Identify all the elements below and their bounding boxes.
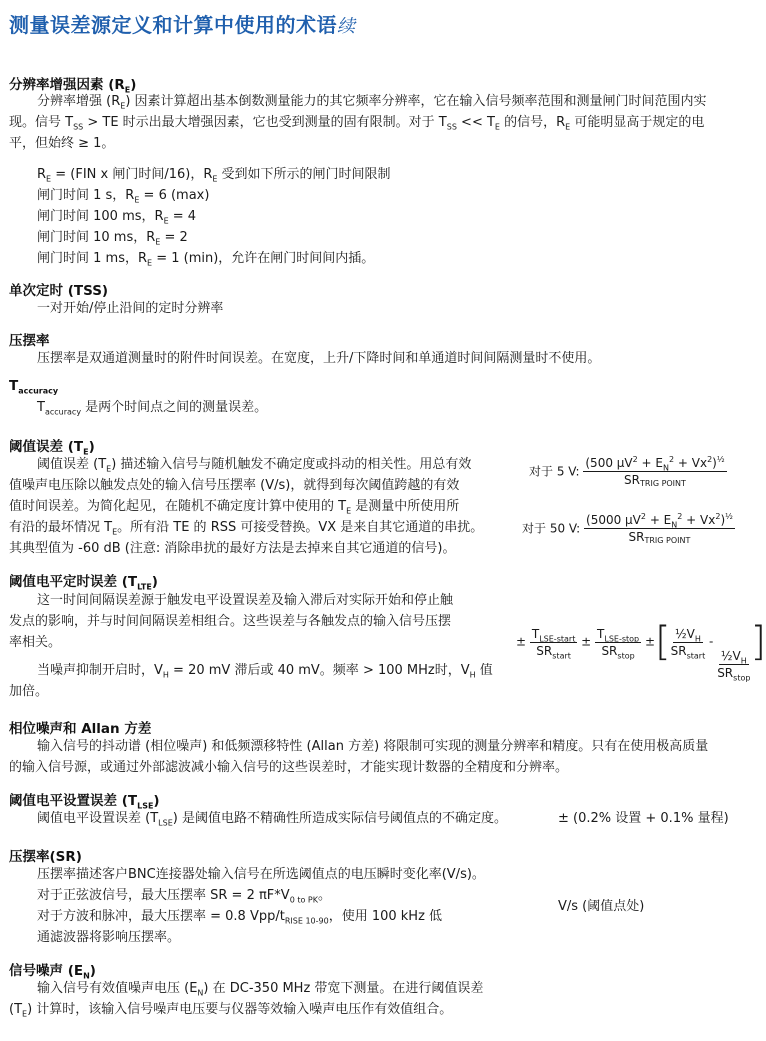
- section-heading-taccuracy: $T_{accuracy}$: [9, 378, 59, 396]
- sr-line-1: 压摆率描述客户BNC连接器处输入信号在所选阈值点的电压瞬时变化率(V/s)。: [37, 867, 485, 882]
- tss-description: 一对开始/停止沿间的定时分辨率: [37, 301, 224, 316]
- te-line-2: 值噪声电压除以触发点处的输入信号压摆率 (V/s)，就得到每次阈值跨越的有效: [9, 478, 460, 493]
- section-heading-tlse: 阈值电平设置误差 $(T_{LSE})$: [9, 793, 160, 811]
- section-heading-sr: 压摆率(SR): [9, 849, 82, 865]
- sr-line-4: 通滤波器将影响压摆率。: [37, 930, 181, 945]
- section-heading-te: 阈值误差 $(T_E)$: [9, 439, 95, 457]
- tlte-formula: ± $\frac{T_{LSE-start}}{SR_{start}}$ ± $\frac{T_{LSE-stop}}{SR_{stop}}$ ±[ $\frac{\frac{1}{2}V_H}{SR_{start}}$ - $\frac{\frac{1}{2}V_H}{SR_{stop}}$ ]: [516, 619, 766, 682]
- sr-line-2: 对于正弦波信号，最大压摆率 SR = 2 $\pi F*V_{0 to PK}$。: [37, 888, 331, 905]
- re-gate-1s: 闸门时间 1 s，$R_E = 6$ (max): [37, 188, 210, 205]
- section-heading-re: 分辨率增强因素 $(R_E)$: [9, 77, 137, 95]
- section-heading-tss: 单次定时 (TSS): [9, 283, 109, 299]
- te-formula-5v: 对于 5 V: $\frac{(500 \mu V^2 + E_N^2 + Vx^2)^{\frac{1}{2}}}{\text{SRTRIG POINT}}$: [529, 455, 725, 488]
- section-heading-allan: 相位噪声和 Allan 方差: [9, 721, 152, 737]
- tlse-description: 阈值电平设置误差 $(T_{LSE})$ 是阈值电路不精确性所造成实际信号阈值点的不确定度。: [37, 811, 507, 828]
- re-gate-1ms: 闸门时间 1 ms，$R_E = 1$ (min)，允许在闸门时间间内插。: [37, 251, 375, 268]
- section-heading-en: 信号噪声 $(E_N)$: [9, 963, 96, 981]
- tlte-line-1: 这一时间间隔误差源于触发电平设置误差及输入滞后对实际开始和停止触: [37, 593, 454, 608]
- re-gate-100ms: 闸门时间 100 ms，$R_E = 4$: [37, 209, 197, 226]
- allan-description: 输入信号的抖动谱 (相位噪声) 和低频漂移特性 (Allan 方差) 将限制可实现的测量分辨率和精度。只有在使用极高质量的输入信号源，或通过外部滤波减小输入信号的这些误差时，才能实现计数器的全精度和分辨率。: [9, 739, 709, 775]
- page-title: 测量误差源定义和计算中使用的术语续: [9, 13, 356, 37]
- te-line-4: 有沿的最坏情况 $T_E$。所有沿 TE 的 RSS 可接受替换。VX 是来自其它通道的串扰。: [9, 520, 484, 537]
- re-description: 分辨率增强 $(R_E)$ 因素计算超出基本倒数测量能力的其它频率分辨率，它在输入信号频率范围和测量闸门时间范围内实现。信号 $T_{SS}$ > TE 时示出最大增强因素，它也受到测量的固有限制。对于 $T_{SS} << T_E$ 的信号，$R_E$ 可能明显高于规定的电平，但始终 ≥ 1。: [9, 94, 707, 151]
- tlse-value: ± (0.2% 设置 + 0.1% 量程): [558, 811, 729, 826]
- tlte-line-3: 率相关。: [9, 635, 62, 650]
- skew-description: 压摆率是双通道测量时的附件时间误差。在宽度，上升/下降时间和单通道时间间隔测量时不使用。: [37, 351, 601, 366]
- section-heading-skew: 压摆率: [9, 333, 50, 349]
- section-heading-tlte: 阈值电平定时误差 $(T_{LTE})$: [9, 574, 158, 592]
- tlte-line-2: 发点的影响，并与时间间隔误差相组合。这些误差与各触发点的输入信号压摆: [9, 614, 452, 629]
- en-line-2: $(T_E)$ 计算时，该输入信号噪声电压要与仪器等效输入噪声电压作有效值组合。: [9, 1002, 453, 1019]
- te-line-5: 其典型值为 -60 dB (注意: 消除串扰的最好方法是去掉来自其它通道的信号)。: [9, 541, 456, 556]
- title-suffix: 续: [337, 16, 356, 37]
- re-gate-10ms: 闸门时间 10 ms，$R_E = 2$: [37, 230, 188, 247]
- en-line-1: 输入信号有效值噪声电压 $(E_N)$ 在 DC-350 MHz 带宽下测量。在进行阈值误差: [37, 981, 484, 998]
- te-formula-50v: 对于 50 V: $\frac{(5000 \mu V^2 + E_N^2 + Vx^2)^{\frac{1}{2}}}{\text{SRTRIG POINT}}$: [522, 512, 733, 545]
- taccuracy-description: $T_{accuracy}$ 是两个时间点之间的测量误差。: [37, 400, 268, 417]
- re-formula: $R_E = (FIN$ x 闸门时间/16)，$R_E$ 受到如下所示的闸门时间限制: [37, 167, 391, 184]
- tlte-line-5: 加倍。: [9, 684, 49, 699]
- sr-line-3: 对于方波和脉冲，最大压摆率 = 0.8 Vpp/$t_{RISE 10-90}$，使用 100 kHz 低: [37, 909, 443, 926]
- te-line-3: 值时间误差。为简化起见，在随机不确定度计算中使用的 $T_E$ 是测量中所使用所: [9, 499, 460, 516]
- te-line-1: 阈值误差 $(T_E)$ 描述输入信号与随机触发不确定度或抖动的相关性。用总有效: [37, 457, 472, 474]
- tlte-line-4: 当噪声抑制开启时，$V_H = 20$ mV 滞后或 40 mV。频率 > 100 MHz时，$V_H$ 值: [37, 663, 493, 680]
- sr-unit: V/s (阈值点处): [558, 899, 645, 914]
